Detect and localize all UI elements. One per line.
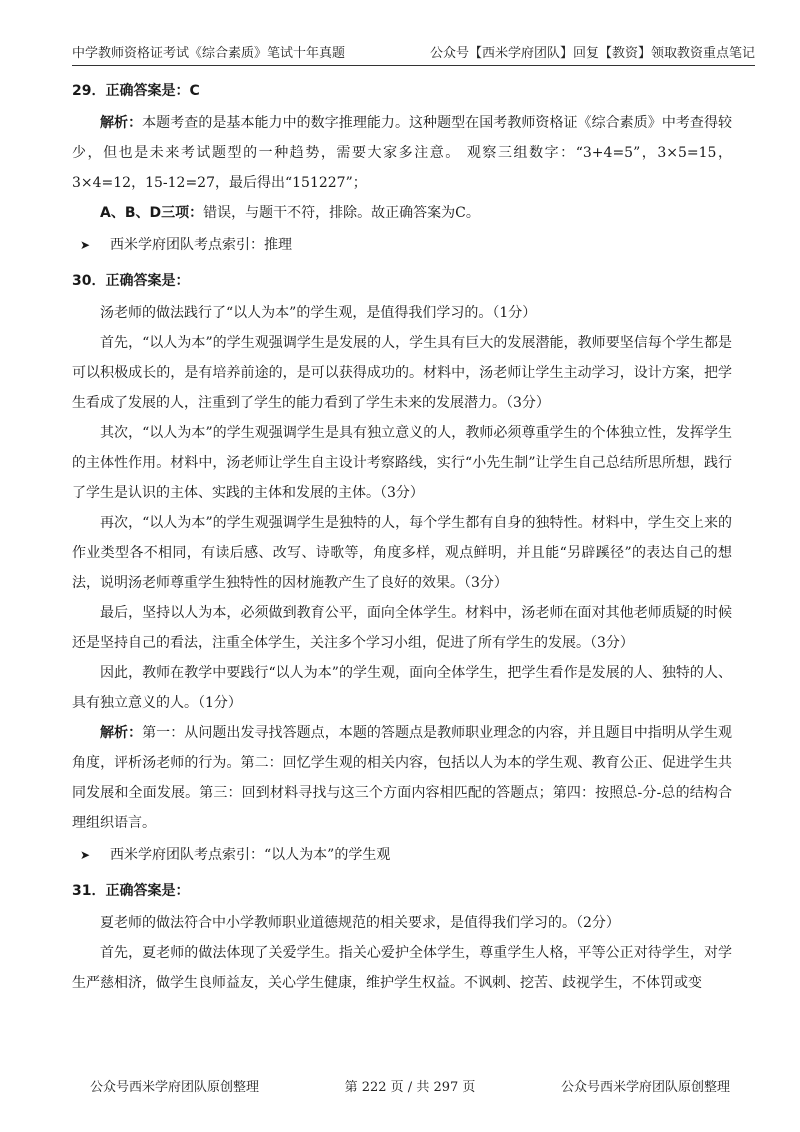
page-content (72, 70, 732, 998)
footer-right: 公众号西米学府团队原创整理 (560, 1080, 730, 1095)
arrow-bullet-icon: ➤ (80, 848, 91, 862)
q29-options-label: A、B、D三项： (100, 205, 204, 221)
q29-analysis-label: 解析： (100, 115, 143, 131)
q30-paragraph: 其次，“以人为本”的学生观强调学生是具有独立意义的人，教师必须尊重学生的个体独立性，发挥学生的主体性作用。材料中，汤老师让学生自主设计考察路线，实行“小先生制”让学生自己总结所思所想，践行了学生是认识的主体、实践的主体和发展的主体。（3分） (72, 425, 732, 501)
q29-analysis-text: 本题考查的是基本能力中的数字推理能力。这种题型在国考教师资格证《综合素质》中考查得较少，但也是未来考试题型的一种趋势，需要大家多注意。 观察三组数字：“3+4=5”，3×5=15，3×4=12，15-12=27，最后得出“151227”； (72, 115, 733, 191)
page-number: 第 222 页 / 共 297 页 (344, 1080, 476, 1095)
q30-paragraph: 再次，“以人为本”的学生观强调学生是独特的人，每个学生都有自身的独特性。材料中，学生交上来的作业类型各不相同，有读后感、改写、诗歌等，角度多样，观点鲜明，并且能“另辟蹊径”的表达自己的想法，说明汤老师尊重学生独特性的因材施教产生了良好的效果。（3分） (72, 515, 732, 591)
arrow-bullet-icon: ➤ (80, 238, 91, 252)
page-header (72, 42, 755, 66)
footer-left: 公众号西米学府团队原创整理 (90, 1080, 260, 1095)
q30-analysis (72, 718, 732, 838)
q30-paragraph: 最后，坚持以人为本，必须做到教育公平，面向全体学生。材料中，汤老师在面对其他老师质疑的时候还是坚持自己的看法，注重全体学生，关注多个学习小组，促进了所有学生的发展。（3分） (72, 605, 732, 651)
q29-index-text: 西米学府团队考点索引：推理 (110, 237, 292, 253)
q29-heading: 29．正确答案是：C (72, 83, 200, 99)
q31-paragraph: 首先，夏老师的做法体现了关爱学生。指关心爱护全体学生，尊重学生人格，平等公正对待学生，对学生严慈相济，做学生良师益友，关心学生健康，维护学生权益。不讽刺、挖苦、歧视学生，不体罚或变 (72, 945, 732, 991)
header-left: 中学教师资格证考试《综合素质》笔试十年真题 (72, 46, 346, 61)
q30-analysis-text: 第一：从问题出发寻找答题点，本题的答题点是教师职业理念的内容，并且题目中指明从学生观角度，评析汤老师的行为。第二：回忆学生观的相关内容，包括以人为本的学生观、教育公正、促进学生共同发展和全面发展。第三：回到材料寻找与这三个方面内容相匹配的答题点；第四：按照总-分-总的结构合理组织语言。 (72, 725, 733, 831)
q29-options-text: 错误，与题干不符，排除。故正确答案为C。 (203, 205, 480, 221)
q31-heading: 31．正确答案是： (72, 883, 190, 899)
q31-paragraph: 夏老师的做法符合中小学教师职业道德规范的相关要求，是值得我们学习的。（2分） (100, 915, 620, 931)
q30-index-text: 西米学府团队考点索引：“以人为本”的学生观 (110, 847, 391, 863)
q30-analysis-label: 解析： (100, 725, 143, 741)
q30-paragraph: 首先，“以人为本”的学生观强调学生是发展的人，学生具有巨大的发展潜能，教师要坚信每个学生都是可以积极成长的，是有培养前途的，是可以获得成功的。材料中，汤老师让学生主动学习，设计方案，把学生看成了发展的人，注重到了学生的能力看到了学生未来的发展潜力。（3分） (72, 335, 732, 411)
q30-index (80, 840, 732, 870)
header-right: 公众号【西米学府团队】回复【教资】领取教资重点笔记 (429, 46, 755, 61)
q29-analysis (72, 108, 732, 198)
q29-options (72, 198, 732, 228)
q30-paragraph: 汤老师的做法践行了“以人为本”的学生观，是值得我们学习的。（1分） (100, 305, 537, 321)
q30-heading: 30．正确答案是： (72, 273, 190, 289)
q29-index (80, 230, 732, 260)
q30-paragraph: 因此，教师在教学中要践行“以人为本”的学生观，面向全体学生，把学生看作是发展的人、独特的人、具有独立意义的人。（1分） (72, 665, 732, 711)
page-footer (90, 1076, 730, 1095)
